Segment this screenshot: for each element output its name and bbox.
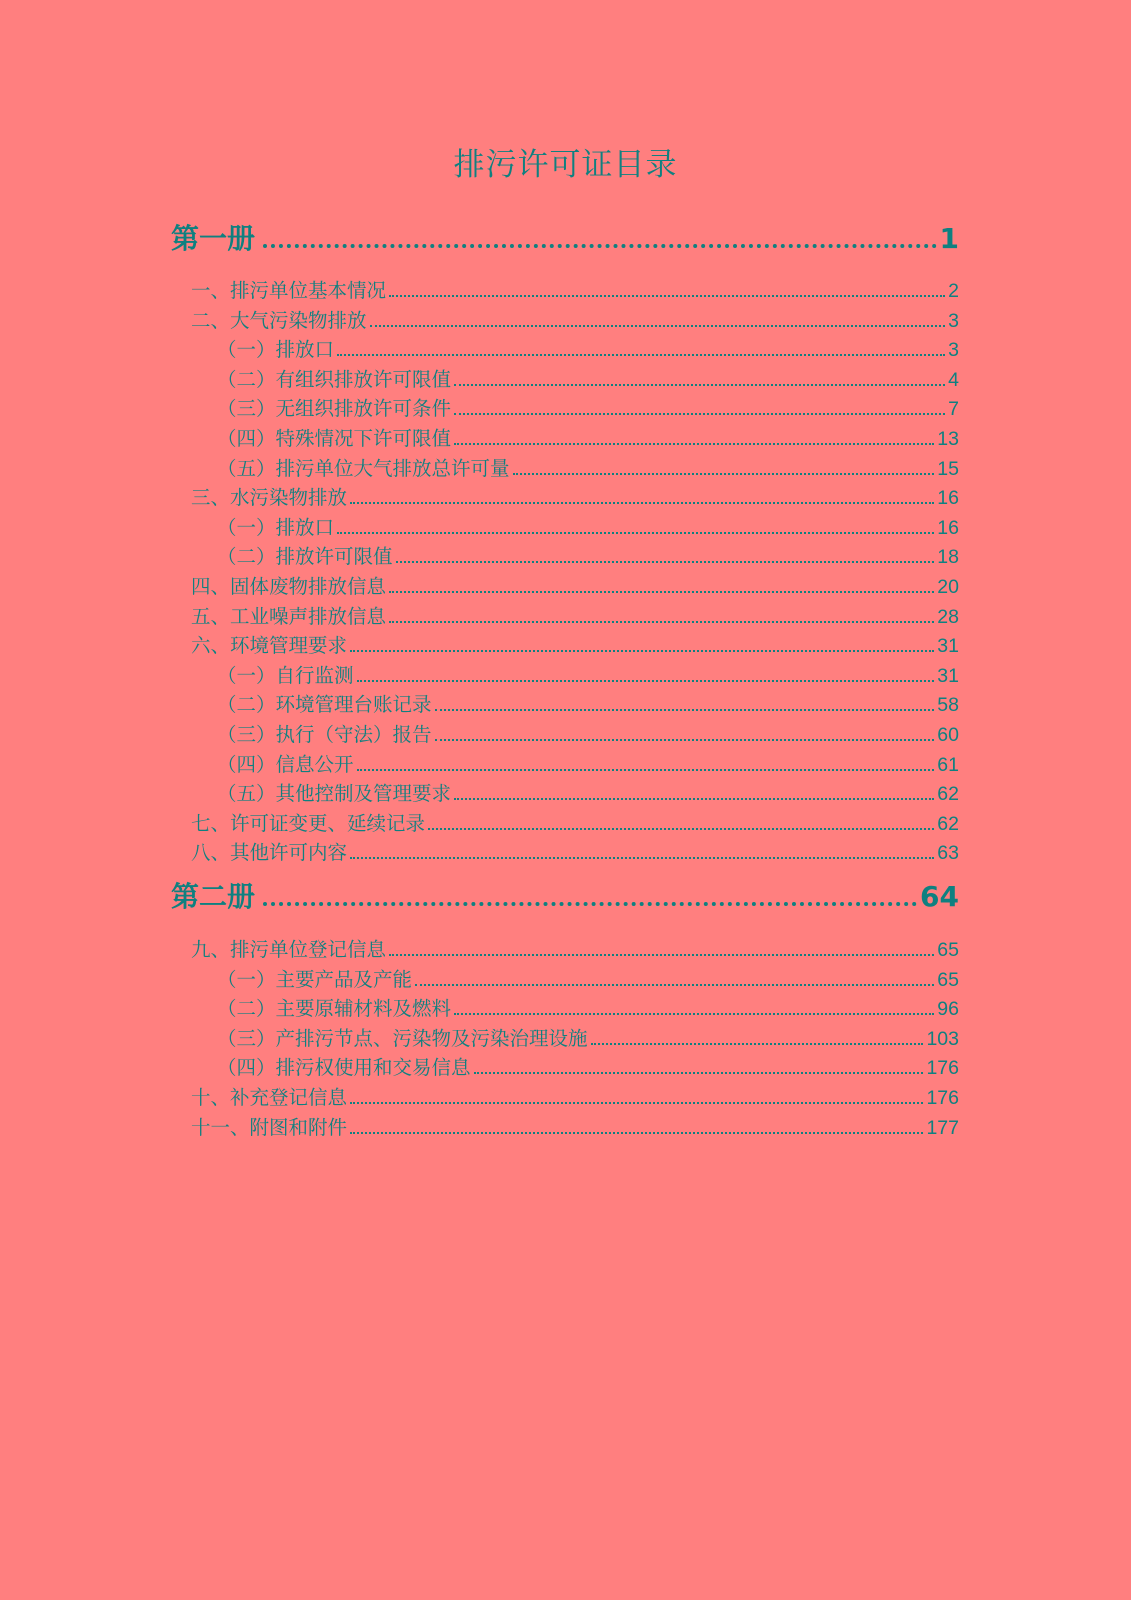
toc-subentry[interactable] bbox=[171, 778, 959, 807]
toc-entry-label: 九、排污单位登记信息 bbox=[191, 938, 387, 961]
toc-page-number: 62 bbox=[937, 812, 959, 835]
toc-page-number: 28 bbox=[937, 605, 959, 628]
toc-page-number: 15 bbox=[937, 457, 959, 480]
dot-leader bbox=[337, 354, 945, 356]
toc-entry-label: 八、其他许可内容 bbox=[191, 841, 348, 865]
toc-entry[interactable] bbox=[171, 808, 959, 837]
toc-page-number: 2 bbox=[948, 280, 959, 302]
toc-entry-label: 七、许可证变更、延续记录 bbox=[191, 811, 426, 835]
toc-subentry[interactable] bbox=[171, 660, 959, 689]
volume-page-number: 1 bbox=[939, 222, 959, 255]
dot-leader bbox=[350, 650, 934, 652]
toc-entry[interactable] bbox=[171, 934, 959, 963]
toc-page-number: 65 bbox=[937, 939, 959, 961]
dot-leader bbox=[435, 709, 935, 711]
dot-leader bbox=[370, 325, 946, 327]
toc-entry-label: （四）排污权使用和交易信息 bbox=[217, 1056, 471, 1080]
toc-subentry[interactable] bbox=[171, 334, 959, 363]
dot-leader bbox=[454, 798, 934, 800]
toc-subentry[interactable] bbox=[171, 749, 959, 778]
volume-label: 第一册 bbox=[171, 222, 256, 255]
toc-entry-label: （一）排放口 bbox=[217, 338, 335, 362]
toc-entry[interactable] bbox=[171, 305, 959, 334]
toc-entry-label: （四）信息公开 bbox=[217, 752, 354, 776]
toc-entry-label: （二）有组织排放许可限值 bbox=[217, 367, 452, 391]
toc-page-number: 31 bbox=[937, 635, 959, 658]
toc-entry-label: 四、固体废物排放信息 bbox=[191, 575, 387, 598]
toc-entry-label: 十一、附图和附件 bbox=[191, 1115, 348, 1139]
dot-leader bbox=[415, 984, 934, 986]
dot-leader bbox=[350, 1102, 923, 1104]
toc-page-number: 18 bbox=[937, 546, 959, 569]
toc-entry-label: （二）环境管理台账记录 bbox=[217, 693, 432, 717]
dot-leader bbox=[357, 680, 935, 682]
toc-entry[interactable] bbox=[171, 1112, 959, 1141]
toc-entry-label: （一）排放口 bbox=[217, 515, 335, 539]
dot-leader bbox=[389, 621, 934, 623]
dot-leader bbox=[263, 902, 917, 906]
dot-leader bbox=[350, 857, 934, 859]
dot-leader bbox=[357, 769, 935, 771]
toc-page-number: 103 bbox=[926, 1027, 959, 1050]
volume-heading[interactable] bbox=[171, 217, 959, 257]
toc-page-number: 16 bbox=[937, 516, 959, 539]
toc-subentry[interactable] bbox=[171, 393, 959, 422]
toc-entry-label: （一）自行监测 bbox=[217, 663, 354, 687]
toc-page-number: 16 bbox=[937, 487, 959, 510]
toc-subentry[interactable] bbox=[171, 423, 959, 452]
toc-entry[interactable] bbox=[171, 1082, 959, 1111]
toc-entry-label: （三）产排污节点、污染物及污染治理设施 bbox=[217, 1026, 588, 1050]
toc-entry-label: 六、环境管理要求 bbox=[191, 634, 348, 658]
toc-entry-label: 五、工业噪声排放信息 bbox=[191, 604, 387, 628]
toc-subentry[interactable] bbox=[171, 964, 959, 993]
dot-leader bbox=[350, 502, 934, 504]
toc-subentry[interactable] bbox=[171, 719, 959, 748]
dot-leader bbox=[454, 413, 945, 415]
toc-entry[interactable] bbox=[171, 837, 959, 866]
toc-page-number: 3 bbox=[948, 339, 959, 362]
toc-entry-label: 三、水污染物排放 bbox=[191, 486, 348, 510]
toc-entry[interactable] bbox=[171, 482, 959, 511]
toc-page-number: 58 bbox=[937, 694, 959, 717]
dot-leader bbox=[428, 828, 934, 830]
toc-subentry[interactable] bbox=[171, 541, 959, 570]
dot-leader bbox=[454, 384, 945, 386]
toc-page-number: 31 bbox=[937, 664, 959, 687]
toc-page-number: 3 bbox=[948, 309, 959, 332]
toc-page-number: 13 bbox=[937, 428, 959, 450]
dot-leader bbox=[513, 473, 935, 475]
toc-page-number: 20 bbox=[937, 576, 959, 598]
toc-subentry[interactable] bbox=[171, 689, 959, 718]
toc-entry[interactable] bbox=[171, 630, 959, 659]
dot-leader bbox=[454, 443, 934, 445]
toc-entry-label: 二、大气污染物排放 bbox=[191, 308, 367, 332]
toc-entry-label: （三）无组织排放许可条件 bbox=[217, 397, 452, 421]
toc-subentry[interactable] bbox=[171, 1052, 959, 1081]
dot-leader bbox=[454, 1013, 934, 1015]
dot-leader bbox=[591, 1043, 924, 1045]
toc-entry[interactable] bbox=[171, 601, 959, 630]
toc-subentry[interactable] bbox=[171, 1023, 959, 1052]
dot-leader bbox=[389, 591, 934, 593]
toc-entry-label: 一、排污单位基本情况 bbox=[191, 279, 387, 302]
toc-page-number: 4 bbox=[948, 368, 959, 391]
page-title: 排污许可证目录 bbox=[453, 147, 678, 183]
dot-leader bbox=[474, 1072, 924, 1074]
toc-page-number: 96 bbox=[937, 998, 959, 1021]
dot-leader bbox=[396, 561, 935, 563]
volume-page-number: 64 bbox=[920, 880, 959, 913]
dot-leader bbox=[337, 532, 934, 534]
dot-leader bbox=[350, 1132, 923, 1134]
toc-page-number: 176 bbox=[926, 1087, 959, 1109]
toc-page-number: 61 bbox=[937, 753, 959, 776]
volume-heading[interactable] bbox=[171, 875, 959, 915]
dot-leader bbox=[435, 739, 935, 741]
toc-entry-label: （二）排放许可限值 bbox=[217, 545, 393, 569]
toc-entry[interactable] bbox=[171, 571, 959, 600]
toc-entry-label: （三）执行（守法）报告 bbox=[217, 723, 432, 746]
toc-subentry[interactable] bbox=[171, 453, 959, 482]
toc-page-number: 7 bbox=[948, 398, 959, 421]
toc-page-number: 62 bbox=[937, 783, 959, 806]
toc-page-number: 65 bbox=[937, 968, 959, 991]
toc-page-number: 176 bbox=[926, 1057, 959, 1080]
toc-page-number: 177 bbox=[926, 1116, 959, 1139]
toc-entry-label: （五）其他控制及管理要求 bbox=[217, 782, 452, 806]
toc-subentry[interactable] bbox=[171, 512, 959, 541]
toc-entry-label: （一）主要产品及产能 bbox=[217, 967, 413, 991]
toc-entry-label: （二）主要原辅材料及燃料 bbox=[217, 997, 452, 1021]
toc-entry-label: （四）特殊情况下许可限值 bbox=[217, 427, 452, 450]
toc-page-number: 60 bbox=[937, 724, 959, 746]
volume-label: 第二册 bbox=[171, 880, 256, 913]
dot-leader bbox=[263, 244, 937, 248]
dot-leader bbox=[389, 295, 945, 297]
toc-entry-label: 十、补充登记信息 bbox=[191, 1086, 348, 1109]
toc-entry-label: （五）排污单位大气排放总许可量 bbox=[217, 456, 510, 480]
toc-subentry[interactable] bbox=[171, 993, 959, 1022]
toc-subentry[interactable] bbox=[171, 364, 959, 393]
dot-leader bbox=[389, 954, 934, 956]
toc-page-number: 63 bbox=[937, 842, 959, 865]
toc-entry[interactable] bbox=[171, 275, 959, 304]
